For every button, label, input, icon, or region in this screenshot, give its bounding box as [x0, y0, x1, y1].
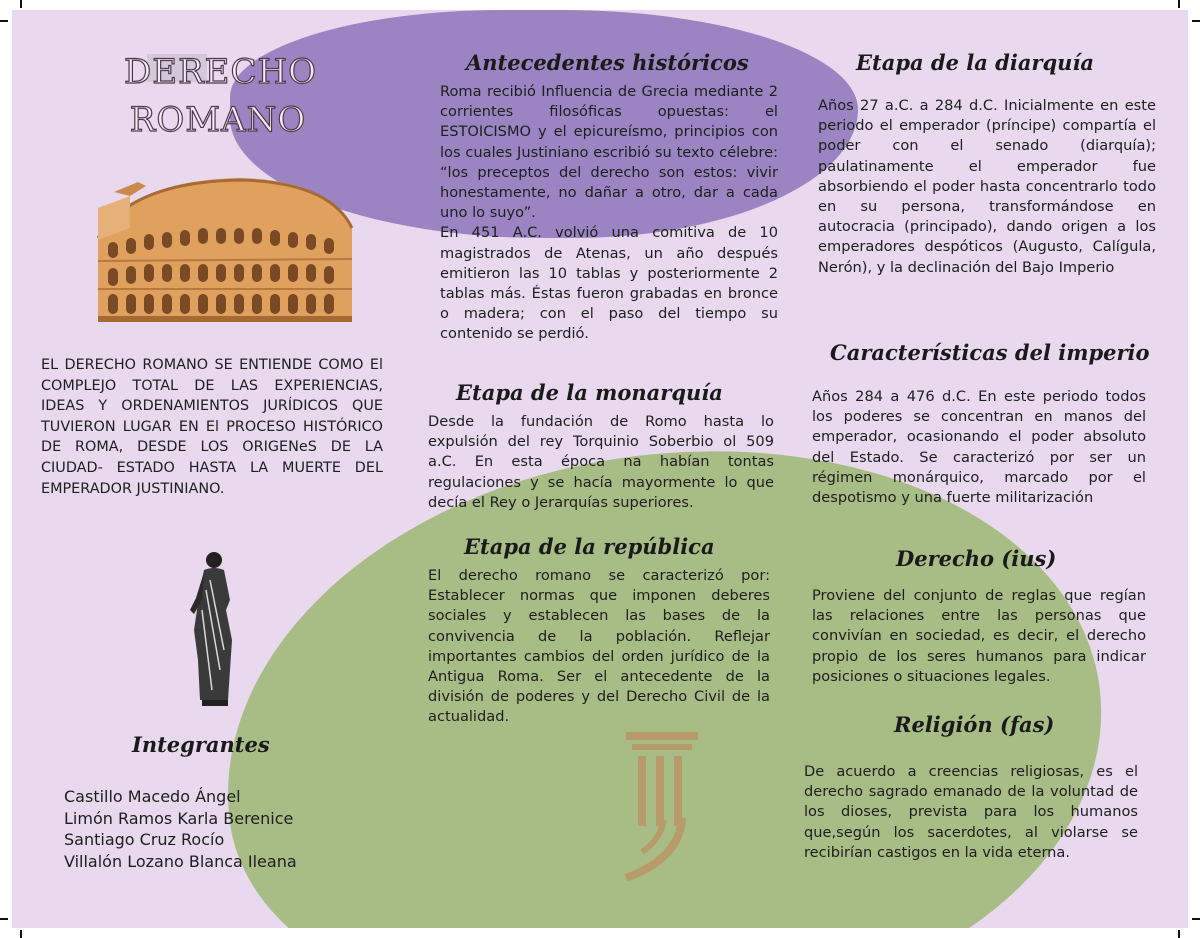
- list-item: Limón Ramos Karla Berenice: [64, 808, 294, 828]
- members-list: [64, 786, 297, 872]
- antecedentes-heading: Antecedentes históricos: [466, 50, 749, 75]
- crop-mark: [1178, 930, 1180, 938]
- column-icon: [616, 728, 706, 888]
- crop-mark: [20, 930, 22, 938]
- antecedentes-paragraph-2: En 451 A.C. volvió una comitiva de 10 magistrados de Atenas, un año después emitieron las 10 tablas y posteriormente 2 tablas más. Éstas fueron grabadas en bronce o madera; con el paso del tiempo su contenido se perdió.: [440, 224, 778, 343]
- imperio-text: Años 284 a 476 d.C. En este periodo todos los poderes se concentran en manos del emperador, ocasionando el poder absoluto del Estado. Se caracterizó por ser un régimen monárquico, marcado por el despotismo y una fuerte militarización: [812, 388, 1146, 507]
- list-item: Villalón Lozano Blanca Ileana: [64, 851, 297, 871]
- crop-mark: [0, 918, 8, 920]
- imperio-heading: Características del imperio: [830, 340, 1150, 365]
- crop-mark: [1178, 0, 1180, 8]
- ius-heading: Derecho (ius): [896, 546, 1057, 571]
- fas-text: De acuerdo a creencias religiosas, es el derecho sagrado emanado de la voluntad de los dioses, prevista para los humanos que,según los sacerdotes, al violarse se recibirían castigos en la vida eterna.: [804, 763, 1138, 861]
- crop-mark: [1192, 20, 1200, 22]
- fas-heading: Religión (fas): [894, 712, 1055, 737]
- monarquia-heading: Etapa de la monarquía: [456, 380, 723, 405]
- page-title: [124, 48, 318, 144]
- diarquia-heading: Etapa de la diarquía: [856, 50, 1095, 75]
- colosseum-icon: [90, 168, 360, 328]
- crop-mark: [1192, 918, 1200, 920]
- ius-text: Proviene del conjunto de reglas que regían las relaciones entre las personas que convivían en sociedad, es decir, el derecho propio de los seres humanos para indicar posiciones o situaciones legales.: [812, 587, 1146, 685]
- monarquia-text: Desde la fundación de Romo hasta lo expulsión del rey Torquinio Soberbio ol 509 a.C. En esta época na habían tontas regulaciones y se hacía mayormente lo que decía el Rey o Jerarquías superiores.: [428, 413, 774, 511]
- crop-mark: [20, 0, 22, 8]
- integrantes-heading: Integrantes: [132, 732, 270, 757]
- antecedentes-text: [440, 82, 778, 345]
- republica-heading: Etapa de la república: [464, 534, 715, 559]
- roman-statue-icon: [180, 550, 246, 710]
- crop-mark: [0, 20, 8, 22]
- diarquia-text: Años 27 a.C. a 284 d.C. Inicialmente en este periodo el emperador (príncipe) compartía el poder con el senado (diarquía); paulatinamente el emperador fue absorbiendo el poder hasta concentrarlo todo en su persona, transformándose en autocracia (principado), dando origen a los emperadores despóticos (Augusto, Calígula, Nerón), y la declinación del Bajo Imperio: [818, 97, 1156, 276]
- title-line-2: ROMANO: [129, 100, 307, 140]
- brochure-page: [12, 10, 1188, 928]
- intro-text: EL DERECHO ROMANO SE ENTIENDE COMO El COMPLEJO TOTAL DE LAS EXPERIENCIAS, IDEAS Y ORDENAMIENTOS JURÍDICOS QUE TUVIERON LUGAR EN El PROCESO HISTÓRICO DE ROMA, DESDE LOS ORIGENeS DE LA CIUDAD- ESTADO HASTA LA MUERTE DEL EMPERADOR JUSTINIANO.: [41, 357, 383, 497]
- title-line-1: DERECHO: [124, 52, 318, 92]
- republica-text: El derecho romano se caracterizó por: Establecer normas que imponen deberes sociales y establecen las bases de la convivencia de la población. Reflejar importantes cambios del orden jurídico de la Antigua Roma. Ser el antecedente de la división de poderes y del Derecho Civil de la actualidad.: [428, 567, 770, 726]
- list-item: Santiago Cruz Rocío: [64, 830, 225, 850]
- list-item: Castillo Macedo Ángel: [64, 787, 241, 806]
- antecedentes-paragraph-1: Roma recibió Influencia de Grecia mediante 2 corrientes filosóficas opuestas: el ESTOICISMO y el epicureísmo, principios con los cuales Justiniano escribió su texto célebre: “los preceptos del derecho son estos: vivir honestamente, no dañar a otro, dar a cada uno lo suyo”.: [440, 83, 778, 222]
